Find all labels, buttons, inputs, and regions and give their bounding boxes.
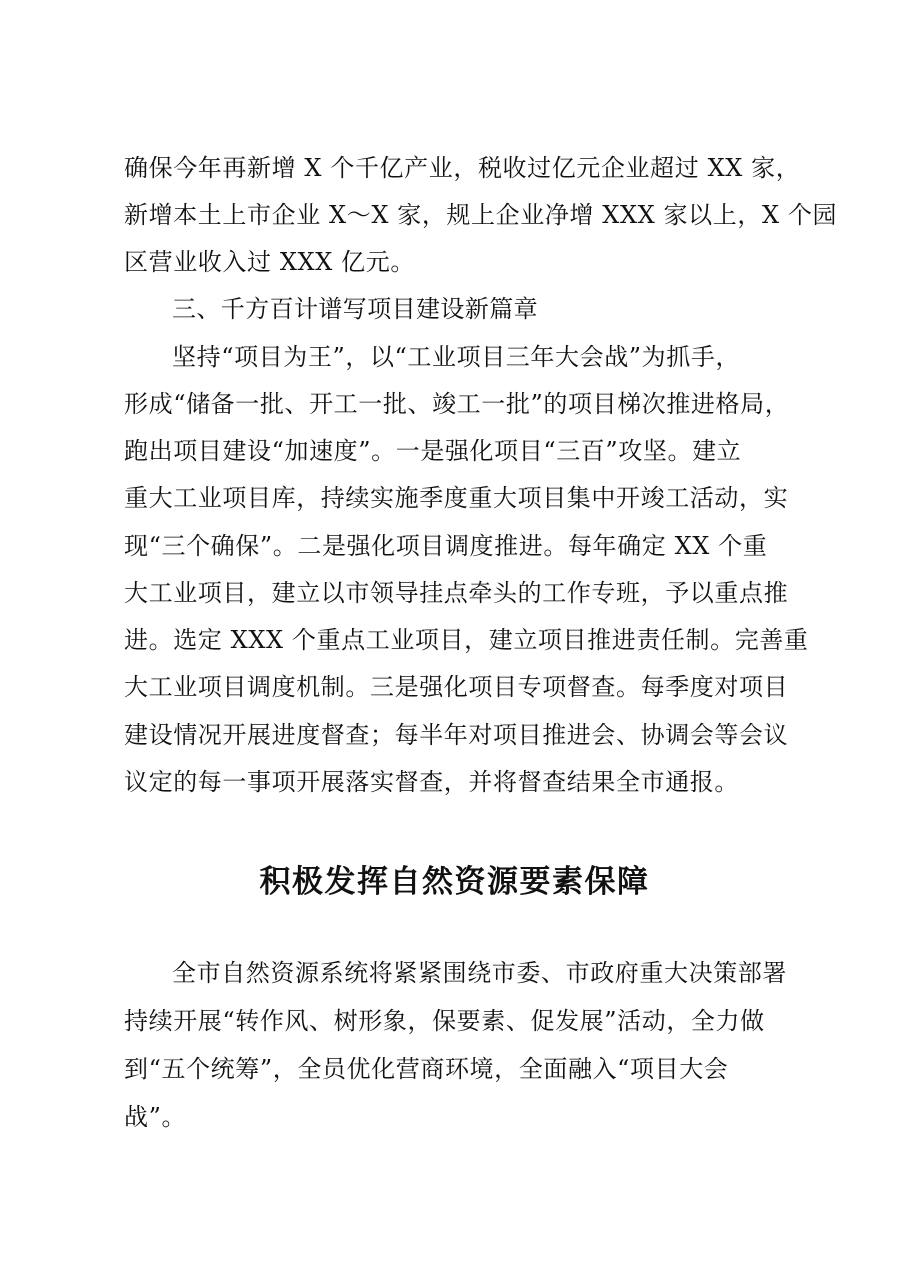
body-text-line: 进。选定 XXX 个重点工业项目，建立项目推进责任制。完善重 bbox=[124, 626, 809, 654]
body-text-line: 跑出项目建设“加速度”。一是强化项目“三百”攻坚。建立 bbox=[124, 437, 742, 465]
article-title: 积极发挥自然资源要素保障 bbox=[259, 864, 650, 900]
body-text-line: 全市自然资源系统将紧紧围绕市委、市政府重大决策部署 bbox=[172, 959, 787, 987]
body-text-line: 现“三个确保”。二是强化项目调度推进。每年确定 XX 个重 bbox=[124, 532, 768, 560]
body-text-line: 到“五个统筹”，全员优化营商环境，全面融入“项目大会 bbox=[124, 1055, 729, 1083]
body-text-line: 战”。 bbox=[124, 1103, 187, 1131]
section-heading: 三、千方百计谱写项目建设新篇章 bbox=[172, 295, 538, 323]
body-text-line: 新增本土上市企业 X～X 家，规上企业净增 XXX 家以上，X 个园 bbox=[124, 201, 838, 229]
body-text-line: 区营业收入过 XXX 亿元。 bbox=[124, 248, 415, 276]
body-text-line: 确保今年再新增 X 个千亿产业，税收过亿元企业超过 XX 家， bbox=[124, 154, 801, 182]
body-text-line: 大工业项目调度机制。三是强化项目专项督查。每季度对项目 bbox=[124, 673, 789, 701]
body-text-line: 议定的每一事项开展落实督查，并将督查结果全市通报。 bbox=[124, 768, 739, 796]
body-text-line: 坚持“项目为王”，以“工业项目三年大会战”为抓手， bbox=[172, 343, 741, 371]
body-text-line: 持续开展“转作风、树形象，保要素、促发展”活动，全力做 bbox=[124, 1007, 765, 1035]
body-text-line: 建设情况开展进度督查；每半年对项目推进会、协调会等会议 bbox=[124, 721, 789, 749]
body-text-line: 重大工业项目库，持续实施季度重大项目集中开竣工活动，实 bbox=[124, 484, 789, 512]
body-text-line: 形成“储备一批、开工一批、竣工一批”的项目梯次推进格局， bbox=[124, 390, 790, 418]
body-text-line: 大工业项目，建立以市领导挂点牵头的工作专班，予以重点推 bbox=[124, 579, 789, 607]
